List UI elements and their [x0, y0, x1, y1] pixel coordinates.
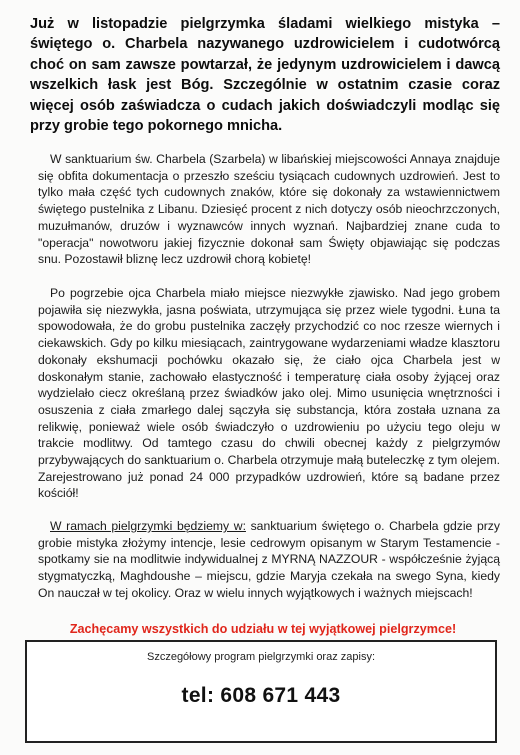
intro-heading: Już w listopadzie pielgrzymka śladami wielkiego mistyka – świętego o. Charbela nazywanego uzdrowicielem i cudotwórcą choć on sam zawsze powtarzał, że jedynym uzdrowicielem i dawcą wszelkich łask jest Bóg. Szczególnie w ostatnim czasie coraz więcej osób zaświadcza o cudach jakich doświadczyli modląc się przy grobie tego pokornego mnicha. — [30, 16, 500, 135]
itinerary-places: sanktuarium świętego o. Charbela gdzie przy grobie mistyka złożymy intencje, lesie cedrowym opisanym w Starym Testamencie - spotkamy sie na modlitwie indywidualnej z MYRNĄ NAZZOUR - współcześnie żyjącą stygmatyczką, Maghdoushe – miejscu, gdzie Maryja czekała na swego Syna, kiedy On nauczał w tej okolicy. Oraz w wielu innych wyjątkowych i ważnych miejscach! — [38, 519, 500, 600]
itinerary-lead: W ramach pielgrzymki będziemy w: — [50, 519, 246, 533]
paragraph-sanctuary: W sanktuarium św. Charbela (Szarbela) w libańskiej miejscowości Annaya znajduje się obfita dokumentacja o przeszło sześciu tysiącach cudownych uzdrowień. Jest to tylko mała część tych cudownych znaków, które się dokonały za wstawiennictwem świętego pustelnika z Libanu. Dziesięć procent z nich dotyczy osób nieochrzczonych, muzułmanów, druzów i wyznawców innych wyznań. Najbardziej znane cuda to "operacja" nowotworu jakiej fizycznie dokonał sam Święty objawiając się podczas snu. Pozostawił bliznę lecz uzdrowił chorą kobietę! — [38, 152, 500, 267]
paragraph-miracle-phenomenon: Po pogrzebie ojca Charbela miało miejsce niezwykłe zjawisko. Nad jego grobem pojawiła się niezwykła, jasna poświata, utrzymująca się przez wiele tygodni. Łuna ta spowodowała, że do grobu pustelnika zaczęły przychodzić co noc rzesze wiernych i ciekawskich. Gdy po kilku miesiącach, zaintrygowane wydarzeniami władze klasztoru dokonały ekshumacji pochówku okazało się, że ciało ojca Charbela jest w doskonałym stanie, zachowało elastyczność i temperaturę ciała osoby żyjącej oraz wydzielało ciecz określaną przez świadków jako olej. Mimo usunięcia wnętrzności i osuszenia z ciała zmarłego dalej sączyła się substancja, która została uznana za relikwię, ponieważ wiele osób świadczyło o uzdrowieniu po użyciu tego oleju w trakcie modlitwy. Od tamtego czasu do chwili obecnej każdy z pielgrzymów przybywających do sanktuarium o. Charbela otrzymuje małą buteleczkę z tym olejem. Zarejestrowano już ponad 24 000 przypadków uzdrowień, które są badane przez kościół! — [38, 286, 500, 501]
contact-box — [25, 640, 497, 743]
contact-label: Szczegółowy program pielgrzymki oraz zapisy: — [146, 651, 376, 663]
call-to-action: Zachęcamy wszystkich do udziału w tej wyjątkowej pielgrzymce! — [69, 622, 457, 636]
phone-number[interactable]: tel: 608 671 443 — [181, 684, 341, 707]
paragraph-itinerary — [38, 518, 500, 602]
